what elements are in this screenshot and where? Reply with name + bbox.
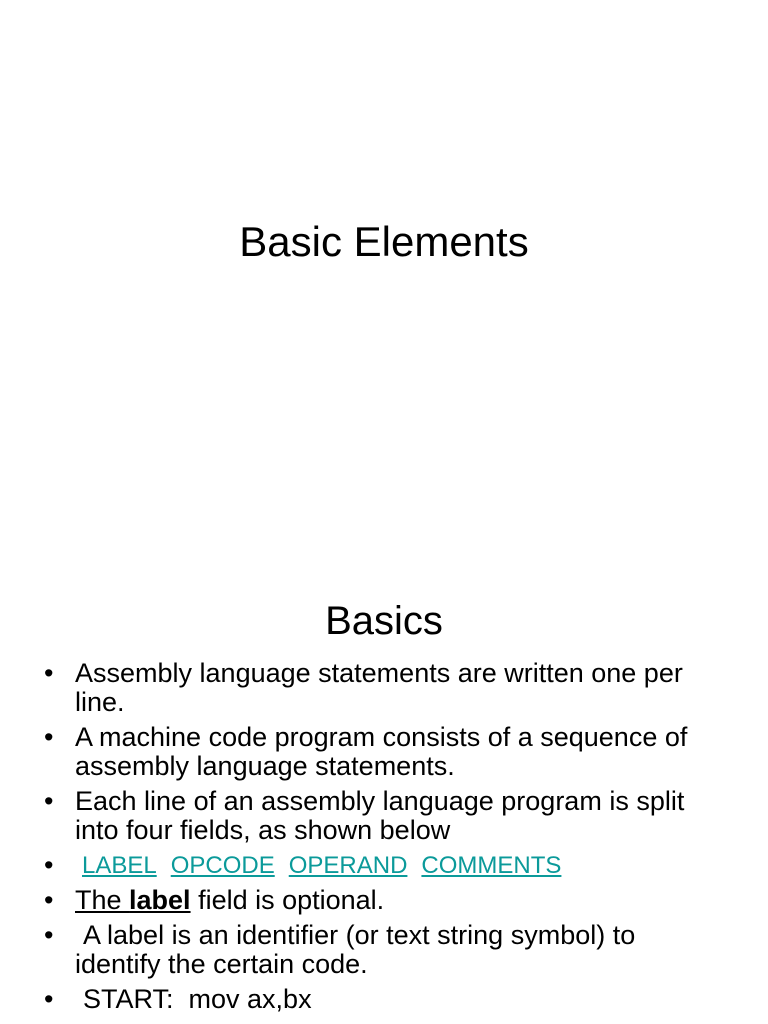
bullet-item (0, 659, 768, 717)
bullet-dot-icon: • (44, 786, 54, 816)
bullet-text: A machine code program consists of a sequence of assembly language statements. (75, 722, 688, 781)
bullet-text-prefix: The (75, 885, 130, 915)
field-link-operand[interactable]: OPERAND (288, 852, 408, 879)
bullet-text-bold: label (129, 885, 191, 915)
bullet-item (0, 787, 768, 845)
bullet-text: Assembly language statements are written one per line. (75, 658, 683, 717)
bullet-dot-icon: • (44, 722, 54, 752)
slide-title-basics: Basics (325, 599, 443, 643)
bullet-item (0, 921, 768, 979)
bullet-text-suffix: field is optional. (190, 885, 385, 915)
bullet-list (0, 659, 768, 1020)
bullet-item (0, 723, 768, 781)
field-link-comments[interactable]: COMMENTS (421, 852, 562, 879)
bullet-text: Each line of an assembly language program is split into four fields, as shown below (75, 786, 685, 845)
bullet-text-underlined (75, 885, 191, 915)
slide-title-basic-elements: Basic Elements (239, 218, 529, 265)
field-link-label[interactable]: LABEL (82, 852, 157, 879)
bullet-text: START: mov ax,bx (83, 984, 312, 1014)
bullet-item (0, 985, 768, 1014)
bullet-item-fields (0, 851, 768, 880)
bullet-dot-icon: • (44, 920, 54, 950)
field-link-opcode[interactable]: OPCODE (170, 852, 275, 879)
bullet-dot-icon: • (44, 984, 54, 1014)
bullet-dot-icon: • (44, 850, 54, 880)
bullet-item (0, 886, 768, 915)
bullet-text: A label is an identifier (or text string symbol) to identify the certain code. (75, 920, 636, 979)
bullet-dot-icon: • (44, 885, 54, 915)
bullet-dot-icon: • (44, 658, 54, 688)
